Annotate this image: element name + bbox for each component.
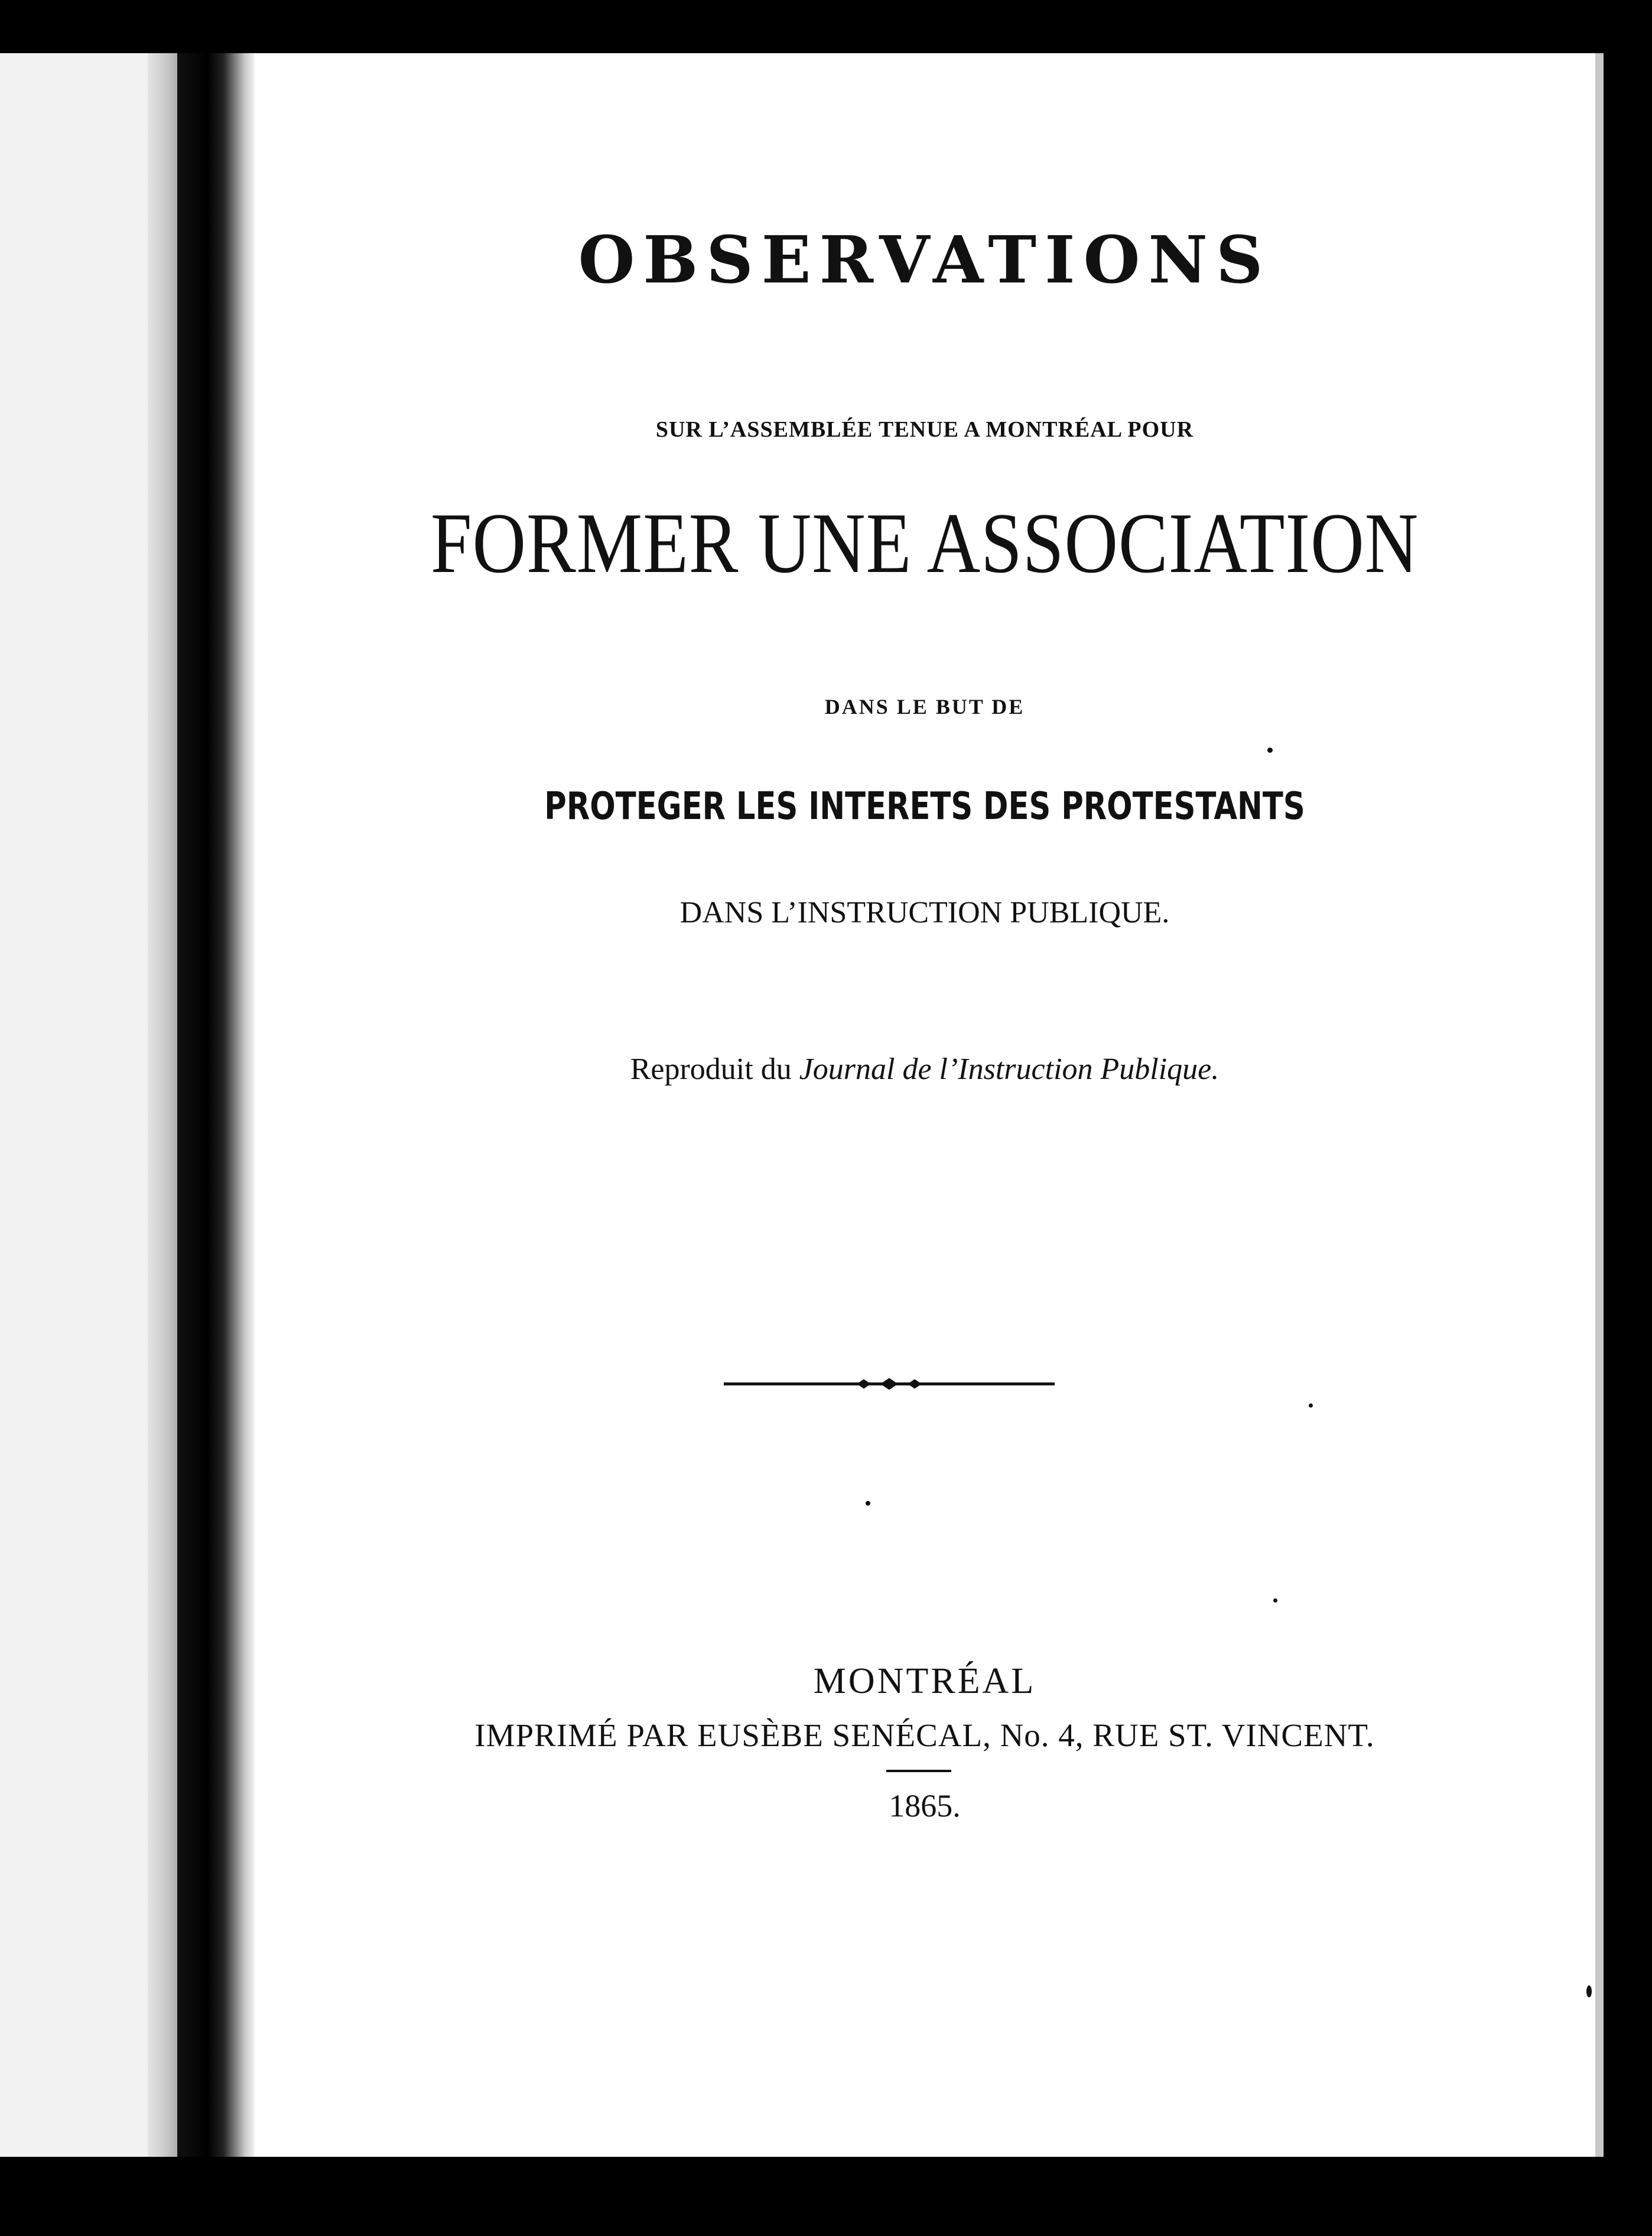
imprint-printer: IMPRIMÉ PAR EUSÈBE SENÉCAL, No. 4, RUE ST. VINCENT. (474, 1717, 1375, 1753)
subtitle-line-1: SUR L’ASSEMBLÉE TENUE A MONTRÉAL POUR (655, 417, 1194, 442)
imprint-year: 1865. (889, 1788, 961, 1824)
paper-speck (1586, 1985, 1592, 1997)
imprint-rule (886, 1770, 951, 1772)
paper-speck (1267, 748, 1273, 753)
imprint-city: MONTRÉAL (813, 1661, 1036, 1701)
reproduction-source: Journal de l’Instruction Publique. (799, 1052, 1220, 1086)
facing-page (0, 53, 195, 2157)
book-gutter (177, 53, 254, 2157)
title-page (254, 53, 1595, 2157)
paper-speck (1273, 1598, 1277, 1603)
document-title: OBSERVATIONS (578, 222, 1271, 298)
subtitle-line-2: DANS LE BUT DE (824, 695, 1025, 719)
page-edge (1595, 53, 1604, 2157)
subtitle-line-3: DANS L’INSTRUCTION PUBLIQUE. (679, 896, 1170, 930)
paper-speck (866, 1501, 870, 1506)
paper-speck (1309, 1403, 1313, 1408)
main-heading: FORMER UNE ASSOCIATION (430, 495, 1419, 591)
reproduction-note (254, 1052, 1595, 1087)
secondary-heading: PROTEGER LES INTERETS DES PROTESTANTS (544, 785, 1305, 828)
reproduction-prefix: Reproduit du (630, 1052, 792, 1086)
ornament-divider (724, 1375, 1055, 1393)
